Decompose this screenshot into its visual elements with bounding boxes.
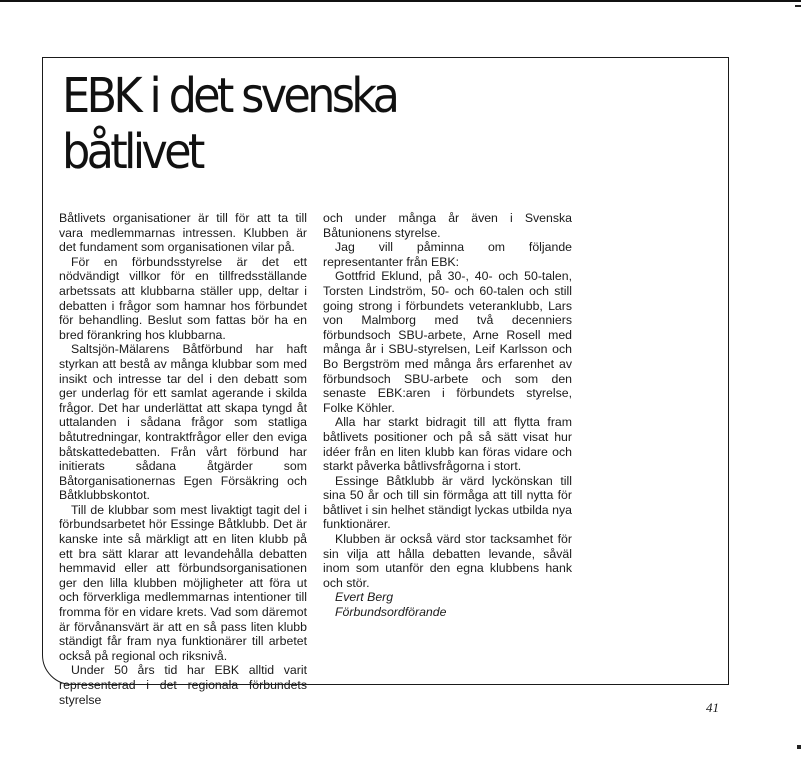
paragraph: Alla har starkt bidragit till att flytta fram båtlivets positioner och på så sätt visat hur idéer från en liten klubb kan föras vidare och starkt påverka båtlivsfrågorna i stort. [323,415,572,474]
top-rule [0,0,801,2]
left-column [59,211,307,707]
signature-name: Evert Berg [335,590,394,605]
paragraph: Båtlivets organisationer är till för att ta till vara medlemmarnas intressen. Klubben är det fundament som organisationen vilar på. [59,211,307,255]
paragraph: Gottfrid Eklund, på 30-, 40- och 50-talen, Torsten Lindström, 50- och 60-talen och still going strong i förbundets veteranklubb, Lars von Malmborg med två decenniers förbundsoch SBU-arbete, Arne Rosell med många år i SBU-styrelsen, Leif Karlsson och Bo Bergström med många års erfarenhet av förbundsoch SBU-arbete och som den senaste EBK:aren i förbundets styrelse, Folke Köhler. [323,269,572,415]
right-column [323,211,572,620]
signature-role: Förbundsordförande [335,605,447,620]
article-title [62,68,620,180]
paragraph: Under 50 års tid har EBK alltid varit representerad i det regionala förbundets styrelse [59,663,307,707]
title-line-2: båtlivet [62,124,202,180]
paragraph: Till de klubbar som mest livaktigt tagit del i förbundsarbetet hör Essinge Båtklubb. Det är kanske inte så märkligt att en liten klubb på ett bra sätt klarar att levandehålla debatten hemmavid eller att förbundsorganisationen ger den lilla klubben möjligheter att föra ut och förverkliga medlemmarnas intentioner till fromma för en vidare krets. Vad som däremot är förvånansvärt är att en så pass liten klubb ständigt får fram nya funktionärer till arbetet också på regional och riksnivå. [59,502,307,663]
paragraph: och under många år även i Svenska Båtunionens styrelse. [323,211,572,240]
paragraph: Saltsjön-Mälarens Båtförbund har haft styrkan att bestå av många klubbar som med insikt och intresse tar del i den debatt som ger underlag för ett samlat agerande i skilda frågor. Det har underlättat att skapa tyngd åt uttalanden i sådana frågor som statliga båtutredningar, kontraktfrågor eller den eviga båtskattedebatten. Från vårt förbund har initierats sådana åtgärder som Båtorganisationernas Egen Försäkring och Båtklubbskontot. [59,342,307,503]
edge-mark [797,745,801,749]
edge-mark [795,5,801,7]
paragraph: För en förbundsstyrelse är det ett nödvändigt villkor för en tillfredsställande arbetssats att klubbarna ställer upp, deltar i debatten i frågor som hamnar hos förbundet för behandling. Beslut som fattas bör ha en bred förankring hos klubbarna. [59,254,307,342]
paragraph: Klubben är också värd stor tacksamhet för sin vilja att hålla debatten levande, såväl inom som utanför den egna klubbens hank och stör. [323,532,572,590]
page-number: 41 [706,700,719,715]
paragraph: Essinge Båtklubb är värd lyckönskan till sina 50 år och till sin förmåga att till nytta för båtlivet i sin helhet ständigt lyckas utbilda nya funktionärer. [323,473,572,532]
paragraph: Jag vill påminna om följande representanter från EBK: [323,240,572,269]
title-line-1: EBK i det svenska [62,68,397,124]
